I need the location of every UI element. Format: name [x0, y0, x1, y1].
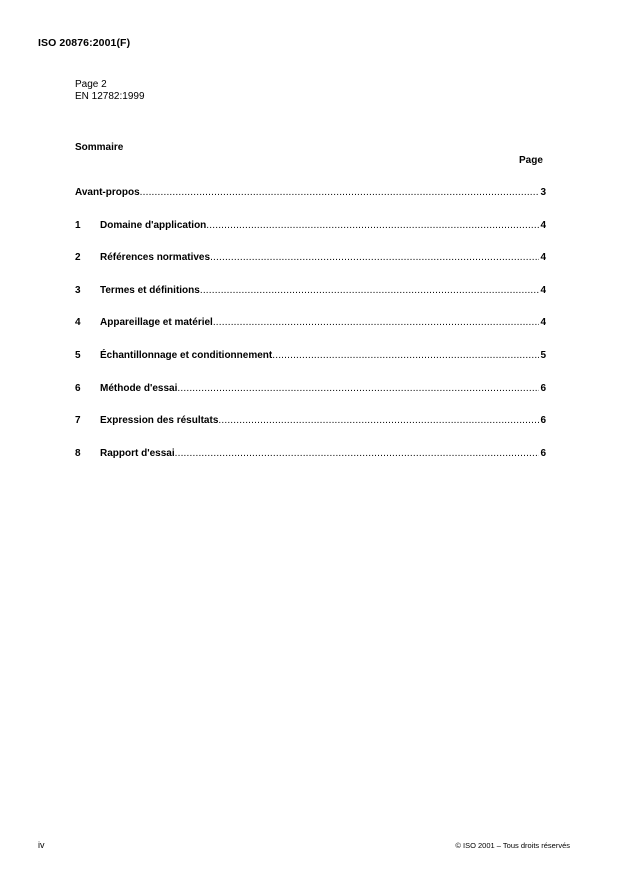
page-number: iv [38, 840, 45, 850]
toc-entry-title: Expression des résultats [100, 415, 219, 427]
toc-entry-number: 6 [75, 382, 81, 394]
toc-entry-page: 6 [540, 415, 546, 427]
standard-reference-line: EN 12782:1999 [75, 91, 145, 102]
toc-entry[interactable] [75, 350, 546, 383]
document-id: ISO 20876:2001(F) [38, 37, 131, 49]
toc-entry-number: 8 [75, 447, 81, 459]
toc-entry-page: 5 [540, 349, 546, 361]
toc-entry-page: 6 [540, 447, 546, 459]
toc-entry-page: 4 [540, 252, 546, 264]
toc-entry-page: 4 [540, 317, 546, 329]
toc-entry-number: 3 [75, 284, 81, 296]
dot-leader [200, 285, 540, 296]
toc-entry[interactable] [75, 448, 546, 481]
dot-leader [175, 448, 540, 459]
toc-entry[interactable] [75, 383, 546, 416]
dot-leader [272, 350, 539, 361]
toc-entry[interactable] [75, 415, 546, 448]
toc-entry-number: 7 [75, 415, 81, 427]
dot-leader [140, 187, 540, 198]
dot-leader [177, 383, 539, 394]
toc-entry-number: 1 [75, 219, 81, 231]
toc-entry-page: 4 [540, 219, 546, 231]
toc-entry[interactable] [75, 252, 546, 285]
toc-entry-title: Échantillonnage et conditionnement [100, 349, 273, 361]
toc-entry-title: Références normatives [100, 252, 211, 264]
dot-leader [206, 220, 539, 231]
table-of-contents [75, 187, 546, 480]
toc-entry[interactable] [75, 317, 546, 350]
dot-leader [218, 415, 539, 426]
toc-entry-page: 4 [540, 284, 546, 296]
toc-entry-title: Appareillage et matériel [100, 317, 213, 329]
toc-entry[interactable] [75, 220, 546, 253]
toc-entry-title: Domaine d'application [100, 219, 207, 231]
copyright-notice: © ISO 2001 – Tous droits réservés [455, 841, 570, 850]
toc-entry-title: Rapport d'essai [100, 447, 175, 459]
page-reference [75, 79, 145, 103]
toc-entry-page: 3 [540, 187, 546, 198]
toc-page-column-label: Page [519, 155, 543, 166]
toc-entry[interactable] [75, 187, 546, 220]
toc-entry-number: 5 [75, 349, 81, 361]
page-reference-line: Page 2 [75, 79, 107, 90]
dot-leader [213, 317, 540, 328]
toc-entry-title: Termes et définitions [100, 284, 200, 296]
toc-entry-number: 4 [75, 317, 81, 329]
toc-entry[interactable] [75, 285, 546, 318]
toc-entry-title: Avant-propos [75, 187, 140, 198]
toc-entry-page: 6 [540, 382, 546, 394]
toc-entry-number: 2 [75, 252, 81, 264]
toc-heading: Sommaire [75, 142, 124, 153]
toc-entry-title: Méthode d'essai [100, 382, 178, 394]
dot-leader [210, 252, 539, 263]
